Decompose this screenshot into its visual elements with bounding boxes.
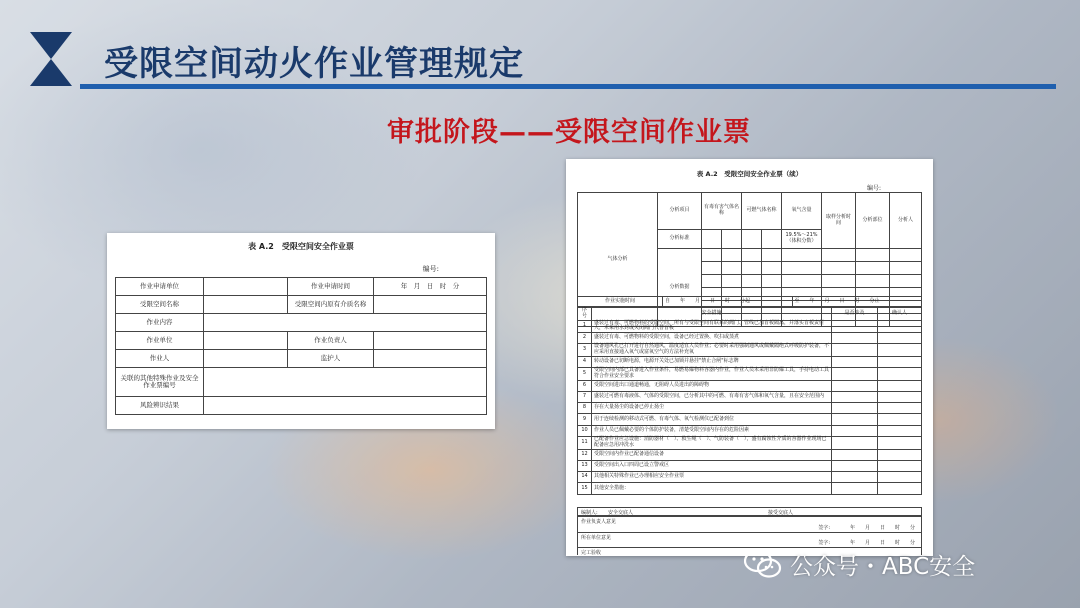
measure-text: 设备通风孔已打开进行自然通风，温度适宜人员作业；必要时采用强制通风或佩戴隔绝式呼吸防护装备，不应采用直接通入氧气或富氧空气的方法补充氧	[592, 344, 832, 357]
work-permit-form-a2	[107, 233, 495, 429]
compiler-label: 编制人:	[581, 510, 598, 516]
gas-standard-label: 分析标准	[658, 230, 702, 249]
form-label: 监护人	[288, 350, 374, 368]
measure-row	[578, 449, 922, 460]
measure-involved	[832, 356, 878, 367]
measure-no: 2	[578, 333, 592, 344]
form-label: 作业人	[116, 350, 204, 368]
leader-opinion-block	[577, 516, 922, 533]
form-label: 作业内容	[116, 314, 204, 332]
gas-header-toxic: 有毒有害气体名称	[702, 193, 742, 230]
measure-text: 受限空间内作业已配备通信设备	[592, 449, 832, 460]
gas-cell	[762, 230, 782, 249]
form-row	[116, 350, 487, 368]
gas-header-location: 分析部位	[856, 193, 890, 249]
form-value-cell	[204, 397, 487, 415]
gas-header-row	[578, 193, 922, 230]
gas-header-sample-time: 取样分析时间	[822, 193, 856, 249]
form-row	[116, 296, 487, 314]
execution-time-from: 自 年 月 日 时 分起	[663, 297, 793, 307]
form-label: 受限空间内原有介质名称	[288, 296, 374, 314]
gas-cell	[890, 249, 922, 262]
form-label: 作业申请时间	[288, 278, 374, 296]
measure-row	[578, 368, 922, 381]
measure-no: 12	[578, 449, 592, 460]
gas-items-label: 分析项目	[658, 193, 702, 230]
measure-row	[578, 344, 922, 357]
measure-row	[578, 483, 922, 494]
gas-cell	[782, 249, 822, 262]
form-value-cell	[204, 314, 487, 332]
measure-confirmer	[878, 460, 922, 471]
form-value-cell	[204, 350, 288, 368]
gas-cell	[890, 262, 922, 275]
execution-time-label: 作业实施时间	[578, 297, 663, 307]
gas-cell	[702, 262, 722, 275]
measure-text: 受限空间出入口四周已设立警戒区	[592, 460, 832, 471]
gas-cell	[856, 275, 890, 288]
measure-involved	[832, 449, 878, 460]
measure-involved	[832, 391, 878, 402]
measure-no: 1	[578, 320, 592, 333]
measure-text: 作业人员已佩戴必要的个体防护装备，清楚受限空间内存在的危险因素	[592, 425, 832, 436]
form-value-cell	[374, 350, 487, 368]
measure-involved	[832, 368, 878, 381]
measure-involved	[832, 380, 878, 391]
gas-cell	[702, 275, 722, 288]
gas-cell	[742, 230, 762, 249]
gas-section-label: 气体分析	[578, 193, 658, 327]
measure-involved	[832, 414, 878, 425]
measures-col-no: 序号	[578, 308, 592, 321]
measure-text: 其他相关特殊作业已办理相应安全作业票	[592, 472, 832, 483]
gas-cell	[722, 275, 742, 288]
measures-col-confirmer: 确认人	[878, 308, 922, 321]
measure-confirmer	[878, 414, 922, 425]
measures-header-row	[578, 308, 922, 321]
page-title: 受限空间动火作业管理规定	[104, 44, 524, 84]
watermark-text: 公众号・ABC安全	[790, 553, 976, 580]
measure-involved	[832, 437, 878, 450]
measure-confirmer	[878, 344, 922, 357]
form-date-cell: 年 月 日 时 分	[374, 278, 487, 296]
measure-involved	[832, 403, 878, 414]
form-row	[116, 397, 487, 415]
completion-check-label: 完工验收	[581, 550, 602, 556]
measure-confirmer	[878, 472, 922, 483]
measure-no: 15	[578, 483, 592, 494]
measure-row	[578, 403, 922, 414]
measure-row	[578, 414, 922, 425]
measure-confirmer	[878, 380, 922, 391]
measure-involved	[832, 320, 878, 333]
measure-text: 盛装过可燃有毒液体、气体的受限空间，已分析其中的可燃、有毒有害气体和氧气含量，且在安全范围内	[592, 391, 832, 402]
measure-text: 受限空间进出口通道畅通，无阻碍人员进出的障碍物	[592, 380, 832, 391]
gas-cell	[782, 262, 822, 275]
form-value-cell	[204, 368, 487, 397]
measure-no: 7	[578, 391, 592, 402]
form-label: 作业负责人	[288, 332, 374, 350]
form-label: 作业单位	[116, 332, 204, 350]
measure-involved	[832, 333, 878, 344]
watermark	[744, 546, 975, 582]
measure-text: 其他安全措施：	[592, 483, 832, 494]
form-label: 关联的其他特殊作业及安全作业票编号	[116, 368, 204, 397]
form-label: 风险辨识结果	[116, 397, 204, 415]
measure-no: 13	[578, 460, 592, 471]
measure-confirmer	[878, 320, 922, 333]
measure-no: 11	[578, 437, 592, 450]
measure-confirmer	[878, 437, 922, 450]
measure-confirmer	[878, 483, 922, 494]
briefing-sign-row	[577, 507, 922, 516]
measures-body	[578, 320, 922, 494]
measure-row	[578, 356, 922, 367]
measure-row	[578, 425, 922, 436]
gas-cell	[742, 262, 762, 275]
measure-no: 9	[578, 414, 592, 425]
form-table	[115, 277, 487, 415]
measure-text: 盛装过有毒、可燃物料的受限空间，所有与受限空间有联系的阀门、管线已加盲板隔离，并落实盲板责任人，未采用水封或关闭阀门代替盲板	[592, 320, 832, 333]
unit-opinion-sign: 签字: 年 月 日 时 分	[818, 540, 915, 546]
form-row	[116, 368, 487, 397]
measure-text: 转动设备已切断电源，电源开关处已加锁并悬挂"禁止合闸"标志牌	[592, 356, 832, 367]
form-label: 作业申请单位	[116, 278, 204, 296]
safety-briefer-label: 安全交底人	[608, 510, 634, 516]
oxygen-standard: 19.5%～21%（体积分数）	[782, 230, 822, 249]
form-value-cell	[204, 296, 288, 314]
form-title: 表 A.2 受限空间安全作业票（续）	[696, 170, 803, 178]
measure-row	[578, 437, 922, 450]
wechat-icon	[744, 549, 782, 579]
form-value-cell	[204, 332, 288, 350]
measure-text: 已配备作业应急设施：消防器材（ ）、救生绳（ ）、气防装备（ ），盛有腐蚀性介质的容器作业现场已配备应急用冲洗水	[592, 437, 832, 450]
measure-no: 3	[578, 344, 592, 357]
gas-header-analyst: 分析人	[890, 193, 922, 249]
measures-col-measure: 安全措施	[592, 308, 832, 321]
gas-cell	[762, 249, 782, 262]
gas-cell	[702, 230, 722, 249]
measure-confirmer	[878, 449, 922, 460]
measure-confirmer	[878, 368, 922, 381]
execution-time-row	[578, 297, 922, 307]
form-number-label: 编号:	[422, 265, 439, 273]
form-label: 受限空间名称	[116, 296, 204, 314]
measure-confirmer	[878, 391, 922, 402]
measure-confirmer	[878, 356, 922, 367]
gas-cell	[742, 275, 762, 288]
gas-cell	[762, 275, 782, 288]
leader-opinion-label: 作业负责人意见	[581, 519, 617, 525]
briefing-receiver-label: 接受交底人	[768, 510, 794, 516]
measure-involved	[832, 472, 878, 483]
measure-involved	[832, 460, 878, 471]
form-value-cell	[204, 278, 288, 296]
execution-time-to: 至 年 月 日 时 分止	[792, 297, 922, 307]
work-permit-form-a2-continued	[566, 159, 933, 556]
measure-row	[578, 320, 922, 333]
form-number-label: 编号:	[866, 185, 881, 192]
measure-involved	[832, 425, 878, 436]
measure-no: 14	[578, 472, 592, 483]
title-underline	[80, 84, 1056, 89]
measure-row	[578, 472, 922, 483]
gas-cell	[722, 249, 742, 262]
measure-row	[578, 380, 922, 391]
form-row	[116, 278, 487, 296]
gas-cell	[782, 275, 822, 288]
measure-confirmer	[878, 333, 922, 344]
form-row	[116, 314, 487, 332]
gas-header-combustible: 可燃气体名称	[742, 193, 782, 230]
measure-confirmer	[878, 403, 922, 414]
gas-cell	[822, 262, 856, 275]
gas-cell	[822, 249, 856, 262]
measures-col-involved: 是否涉及	[832, 308, 878, 321]
measure-no: 4	[578, 356, 592, 367]
gas-cell	[856, 262, 890, 275]
form-title: 表 A.2 受限空间安全作业票	[248, 242, 354, 251]
gas-cell	[856, 249, 890, 262]
measure-text: 存在大量扬尘的设备已停止扬尘	[592, 403, 832, 414]
measure-involved	[832, 344, 878, 357]
measure-no: 5	[578, 368, 592, 381]
measure-text: 受限空间内部已具备进入作业条件，易燃易爆物料容器内作业，作业人员未采用非防爆工具，手持电动工具符合作业安全要求	[592, 368, 832, 381]
unit-opinion-label: 所在单位意见	[581, 535, 612, 541]
gas-cell	[890, 275, 922, 288]
measure-confirmer	[878, 425, 922, 436]
measure-no: 8	[578, 403, 592, 414]
leader-opinion-sign: 签字: 年 月 日 时 分	[818, 525, 915, 531]
gas-header-oxygen: 氧气含量	[782, 193, 822, 230]
measure-text: 盛装过有毒、可燃物料的受限空间，设备已经过置换、吹扫或蒸煮	[592, 333, 832, 344]
measure-no: 6	[578, 380, 592, 391]
gas-cell	[742, 249, 762, 262]
form-value-cell	[374, 296, 487, 314]
measure-no: 10	[578, 425, 592, 436]
form-value-cell	[374, 332, 487, 350]
measure-text: 用于连续检测的移动式可燃、有毒气体、氧气检测仪已配备到位	[592, 414, 832, 425]
gas-cell	[762, 262, 782, 275]
safety-measures-table	[577, 307, 922, 495]
section-subtitle: 审批阶段——受限空间作业票	[387, 117, 751, 148]
gas-cell	[702, 249, 722, 262]
measure-row	[578, 391, 922, 402]
measure-involved	[832, 483, 878, 494]
gas-data-label: 分析数据	[658, 249, 702, 327]
gas-cell	[822, 275, 856, 288]
measure-row	[578, 460, 922, 471]
form-row	[116, 332, 487, 350]
execution-time-table	[577, 296, 922, 307]
gas-cell	[722, 262, 742, 275]
hourglass-logo-icon	[28, 30, 74, 88]
gas-cell	[722, 230, 742, 249]
